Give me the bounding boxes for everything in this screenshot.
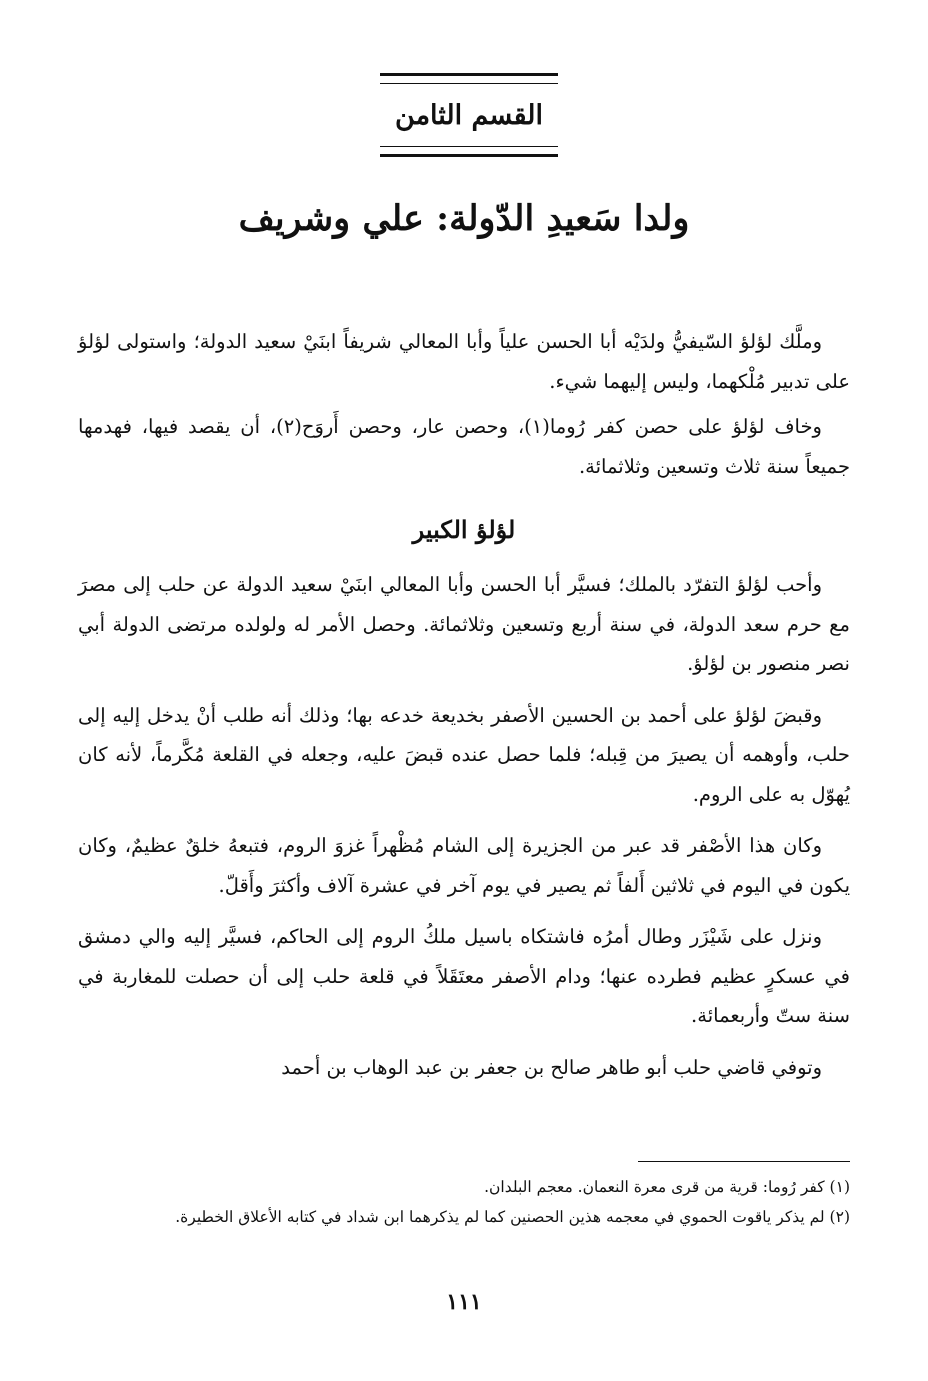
intro-text	[78, 322, 850, 486]
page-number: ١١١	[446, 1289, 482, 1315]
footnote: (١) كفر رُوما: قرية من قرى معرة النعمان. معجم البلدان.	[484, 1178, 850, 1196]
paragraph: وملَّك لؤلؤ السّيفيُّ ولدَيْه أبا الحسن علياً وأبا المعالي شريفاً ابنَيْ سعيد الدولة؛ واستولى لؤلؤ على تدبير مُلْكهما، وليس إليهما شيء.	[78, 330, 850, 393]
paragraph: ونزل على شَيْزَر وطال أمرُه فاشتكاه باسيل ملكُ الروم إلى الحاكم، فسيَّر إليه والي دمشق في عسكرٍ عظيم فطرده عنها؛ ودام الأصفر معتَقَلاً في قلعة حلب إلى أن حصلت للمغاربة في سنة ستّ وأربعمائة.	[78, 925, 850, 1027]
section-header-box	[380, 73, 558, 157]
paragraph: وخاف لؤلؤ على حصن كفر رُوما(١)، وحصن عار، وحصن أَروَح(٢)، أن يقصد فيها، فهدمها جميعاً سنة ثلاث وتسعين وثلاثمائة.	[78, 415, 850, 478]
paragraph: وأحب لؤلؤ التفرّد بالملك؛ فسيَّر أبا الحسن وأبا المعالي ابنَيْ سعيد الدولة عن حلب إلى مصرَ مع حرم سعد الدولة، في سنة أربع وتسعين وثلاثمائة. وحصل الأمر له ولولده مرتضى الدولة أبي نصر منصور بن لؤلؤ.	[78, 573, 850, 675]
subheading: لؤلؤ الكبير	[412, 515, 516, 544]
chapter-title: ولدا سَعيدِ الدّولة: علي وشريف	[238, 198, 690, 239]
paragraph: وكان هذا الأصْفر قد عبر من الجزيرة إلى الشام مُظْهراً غزوَ الروم، فتبعهُ خلقٌ عظيمٌ، وكان يكون في اليوم في ثلاثين أَلفاً ثم يصير في يوم آخر في عشرة آلاف وأكثرَ وأَقلّ.	[78, 834, 850, 897]
body-text	[78, 565, 850, 1087]
paragraph: وتوفي قاضي حلب أبو طاهر صالح بن جعفر بن عبد الوهاب بن أحمد	[281, 1055, 822, 1079]
footnotes	[78, 1172, 850, 1232]
section-label: القسم الثامن	[380, 83, 558, 147]
footnote-separator	[638, 1161, 850, 1162]
footnote: (٢) لم يذكر ياقوت الحموي في معجمه هذين الحصنين كما لم يذكرهما ابن شداد في كتابه الأعلاق الخطيرة.	[175, 1208, 850, 1226]
paragraph: وقبضَ لؤلؤ على أحمد بن الحسين الأصفر بخديعة خدعه بها؛ وذلك أنه طلب أنْ يدخل إليه إلى حلب، وأوهمه أن يصيرَ من قِبله؛ فلما حصل عنده قبضَ عليه، وجعله في القلعة مُكَّرماً، لأنه كان يُهوّل به على الروم.	[78, 703, 850, 806]
